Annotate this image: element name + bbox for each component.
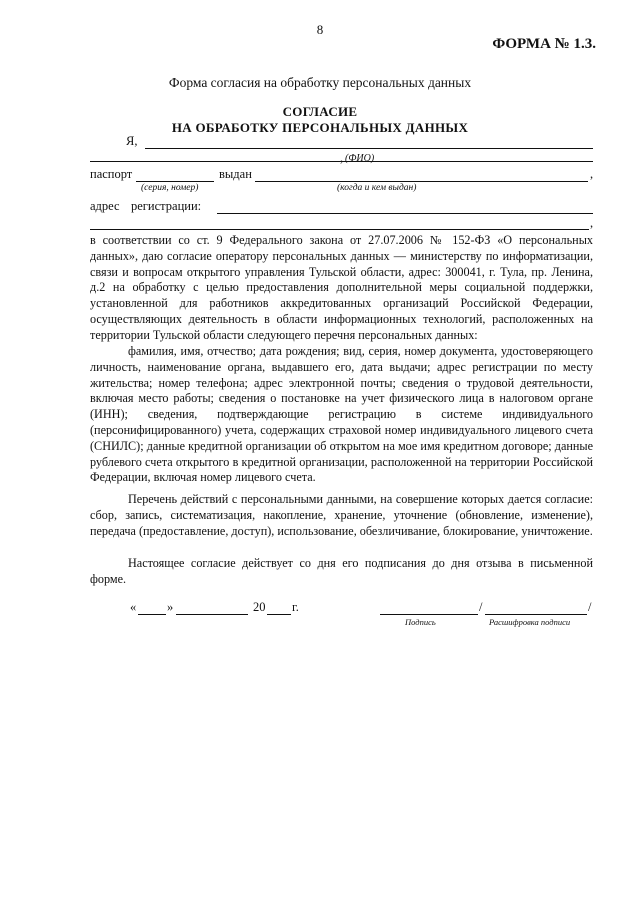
fio-line-3[interactable] [306, 161, 340, 162]
signature-slash-1: / [479, 600, 483, 614]
form-title: Форма согласия на обработку персональных данных [168, 75, 472, 90]
fio-comma: , [340, 151, 344, 165]
date-year-suffix: г. [292, 600, 299, 614]
signature-slash-2: / [588, 600, 592, 614]
heading-consent: СОГЛАСИЕ [282, 104, 358, 119]
signature-caption: Подпись [405, 617, 436, 627]
address-label: адрес [90, 199, 120, 213]
issued-label: выдан [219, 167, 252, 181]
date-month-field[interactable] [176, 614, 248, 615]
address-field-2[interactable] [90, 229, 589, 230]
issued-comma: , [590, 167, 594, 181]
signature-decoding-field[interactable] [485, 614, 587, 615]
heading-consent-subtitle: НА ОБРАБОТКУ ПЕРСОНАЛЬНЫХ ДАННЫХ [171, 120, 469, 135]
page-number: 8 [316, 22, 324, 37]
fio-caption: (ФИО) [345, 153, 375, 164]
personal-data-list: фамилия, имя, отчество; дата рождения; вид, серия, номер документа, удостоверяющего личность, наименование органа, выдавшего его, дата выдачи; адрес регистрации по месту жительства; номер телефона; адрес электронной почты; сведения о трудовой деятельности, включая место работы; сведения о постановке на учет физического лица в налоговом органе (ИНН); сведения, подтверждающие регистрацию в системе индивидуального (персонифицированного) учета, содержащих страховой номер индивидуального лицевого счета (СНИЛС); данные кредитной организации об открытом на мое имя кредитном договоре; данные рублевого счета открытого в кредитной организации, расположенной на территории Российской Федерации, включая номер лицевого счета. [90, 344, 593, 485]
consent-paragraph-1: в соответствии со ст. 9 Федерального закона от 27.07.2006 № 152-ФЗ «О персональных данных», даю согласие оператору персональных данных — министерству по информатизации, связи и вопросам открытого управления Тульской области, адрес: 300041, г. Тула, пр. Ленина, д.2 на обработку с целью предоставления дополнительной меры социальной поддержки, установленной для работников аккредитованных организаций Российской Федерации, осуществляющих деятельность в области информационных технологий, расположенных на территории Тульской области следующего перечня персональных данных: [90, 233, 593, 342]
signature-decoding-caption: Расшифровка подписи [489, 617, 571, 627]
series-caption: (серия, номер) [141, 183, 199, 193]
form-number: ФОРМА № 1.3. [492, 36, 596, 52]
passport-label: паспорт [90, 167, 133, 181]
i-label: Я, [126, 134, 138, 148]
date-day-field[interactable] [138, 614, 166, 615]
date-quote-open: « [130, 600, 137, 614]
signature-field[interactable] [380, 614, 478, 615]
validity-paragraph: Настоящее согласие действует со дня его подписания до дня отзыва в письменной форме. [90, 556, 593, 586]
issued-by-field[interactable] [255, 181, 588, 182]
address-comma: , [590, 216, 594, 230]
registration-label: регистрации: [131, 199, 202, 213]
fio-line-1[interactable] [145, 148, 593, 149]
issuer-caption: (когда и кем выдан) [337, 183, 417, 193]
date-quote-close: » [167, 600, 174, 614]
address-field-1[interactable] [217, 213, 593, 214]
date-year-prefix: 20 [253, 600, 266, 614]
date-year-field[interactable] [267, 614, 291, 615]
actions-paragraph: Перечень действий с персональными данными, на совершение которых дается согласие: сбор, запись, систематизация, накопление, хранение, уточнение (обновление, изменение), передача (предоставление, доступ), использование, обезличивание, блокирование, уничтожение. [90, 492, 593, 538]
passport-number-field[interactable] [136, 181, 214, 182]
